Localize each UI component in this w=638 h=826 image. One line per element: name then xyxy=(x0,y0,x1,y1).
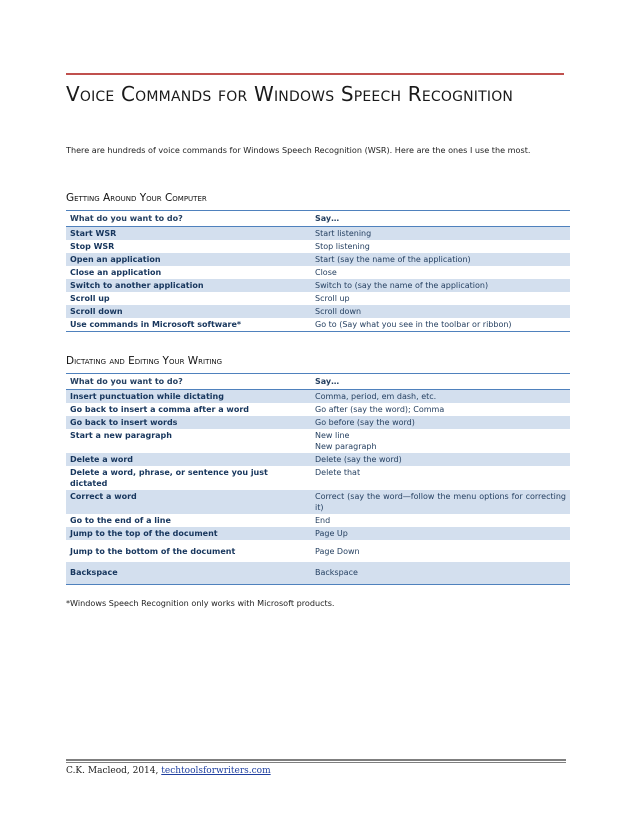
table-row xyxy=(66,318,570,332)
table-row xyxy=(66,403,570,416)
say-cell: Close xyxy=(315,268,337,277)
table-row xyxy=(66,390,570,404)
say-cell: Go after (say the word); Comma xyxy=(315,405,445,414)
say-cell: Page Up xyxy=(311,527,570,540)
column-header-say: Say… xyxy=(311,374,570,390)
command-cell: Open an application xyxy=(66,253,311,266)
section-heading-navigation: Getting Around Your Computer xyxy=(66,192,207,204)
command-cell: Use commands in Microsoft software* xyxy=(66,318,311,332)
command-cell: Stop WSR xyxy=(70,242,115,251)
table-row xyxy=(66,514,570,527)
page-title: Voice Commands for Windows Speech Recognition xyxy=(66,82,514,106)
table-row xyxy=(66,416,570,429)
say-cell: Delete that xyxy=(315,468,361,477)
title-rule xyxy=(66,73,564,75)
command-cell: Go back to insert words xyxy=(66,416,311,429)
command-cell: Switch to another application xyxy=(66,279,311,292)
dictation-commands-table xyxy=(66,373,570,585)
command-cell: Delete a word, phrase, or sentence you just dictated xyxy=(70,468,268,488)
say-cell: Go before (say the word) xyxy=(311,416,570,429)
command-cell: Scroll down xyxy=(66,305,311,318)
table-row xyxy=(66,540,570,562)
command-cell: Insert punctuation while dictating xyxy=(66,390,311,404)
table-row xyxy=(66,266,570,279)
say-cell: Start listening xyxy=(311,227,570,241)
table-row xyxy=(66,240,570,253)
footer-rule-thin xyxy=(66,762,566,763)
command-cell: Go to the end of a line xyxy=(70,516,171,525)
say-line: New line xyxy=(315,431,350,440)
command-cell: Scroll up xyxy=(70,294,110,303)
command-cell: Backspace xyxy=(66,562,311,584)
table-header-row xyxy=(66,211,570,227)
say-cell: Correct (say the word—follow the menu options for correcting it) xyxy=(311,490,570,514)
table-row xyxy=(66,429,570,453)
table-row xyxy=(66,305,570,318)
command-cell: Start WSR xyxy=(66,227,311,241)
table-row xyxy=(66,562,570,584)
table-row xyxy=(66,527,570,540)
command-cell: Jump to the bottom of the document xyxy=(70,546,236,556)
say-cell: Backspace xyxy=(311,562,570,584)
command-cell: Jump to the top of the document xyxy=(66,527,311,540)
table-row xyxy=(66,453,570,466)
page-footer xyxy=(66,766,271,776)
say-cell: Delete (say the word) xyxy=(311,453,570,466)
command-cell: Start a new paragraph xyxy=(70,431,172,440)
table-row xyxy=(66,466,570,490)
say-cell: Page Down xyxy=(315,546,360,556)
say-cell: Scroll up xyxy=(315,294,350,303)
section-heading-dictation: Dictating and Editing Your Writing xyxy=(66,355,223,367)
footnote: *Windows Speech Recognition only works with Microsoft products. xyxy=(66,598,335,608)
table-row xyxy=(66,227,570,241)
say-line: New paragraph xyxy=(315,442,377,451)
say-cell: Go to (Say what you see in the toolbar or ribbon) xyxy=(311,318,570,332)
navigation-commands-table xyxy=(66,210,570,332)
column-header-say: Say… xyxy=(311,211,570,227)
say-cell: Stop listening xyxy=(315,242,370,251)
table-header-row xyxy=(66,374,570,390)
footer-rule xyxy=(66,759,566,761)
column-header-task: What do you want to do? xyxy=(66,211,311,227)
table-row xyxy=(66,253,570,266)
command-cell: Delete a word xyxy=(66,453,311,466)
table-row xyxy=(66,279,570,292)
say-cell: End xyxy=(315,516,331,525)
say-cell: Switch to (say the name of the application) xyxy=(311,279,570,292)
command-cell: Close an application xyxy=(70,268,162,277)
table-row xyxy=(66,490,570,514)
say-cell: Comma, period, em dash, etc. xyxy=(311,390,570,404)
command-cell: Go back to insert a comma after a word xyxy=(70,405,249,414)
footer-author: C.K. Macleod, 2014, xyxy=(66,766,159,776)
column-header-task: What do you want to do? xyxy=(66,374,311,390)
table-row xyxy=(66,292,570,305)
say-cell xyxy=(311,429,570,453)
command-cell: Correct a word xyxy=(66,490,311,514)
intro-paragraph: There are hundreds of voice commands for Windows Speech Recognition (WSR). Here are the ones I use the most. xyxy=(66,145,531,155)
say-cell: Scroll down xyxy=(311,305,570,318)
say-cell: Start (say the name of the application) xyxy=(311,253,570,266)
footer-website-link[interactable]: techtoolsforwriters.com xyxy=(161,766,271,776)
